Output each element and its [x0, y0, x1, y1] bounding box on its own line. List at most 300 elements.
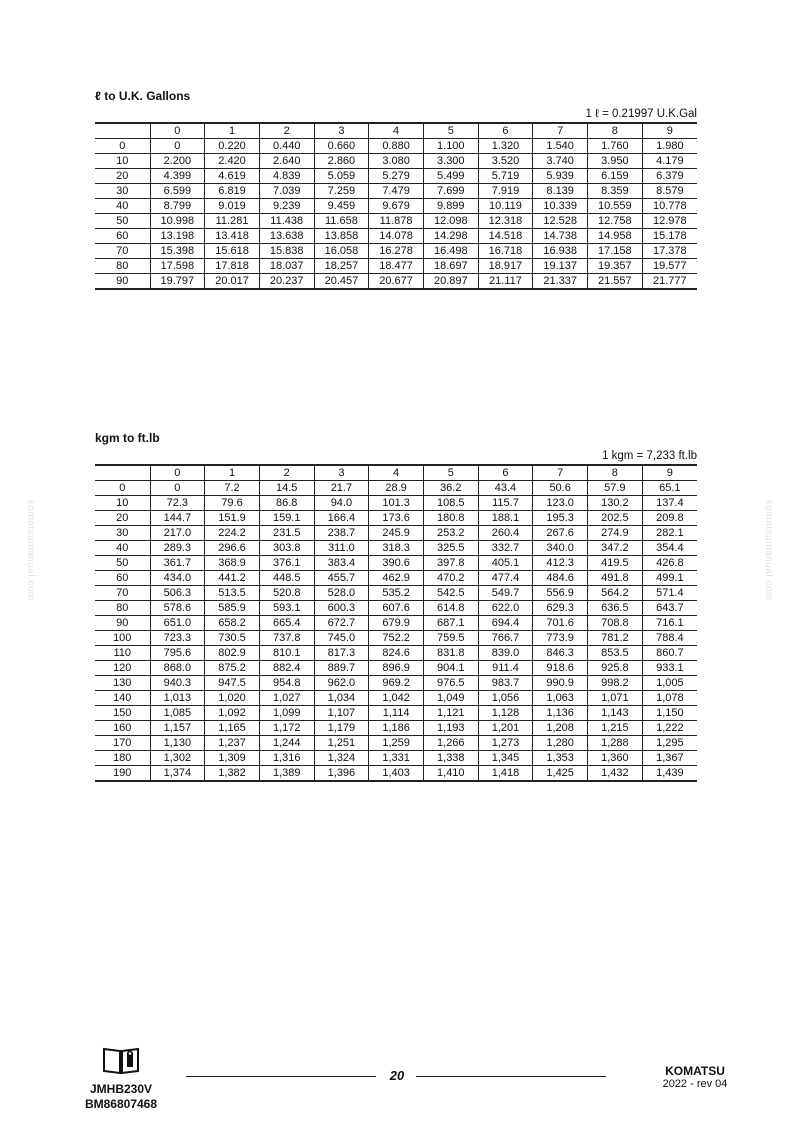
column-header: 3: [314, 123, 369, 139]
value-cell: 238.7: [314, 526, 369, 541]
table-row: [95, 199, 697, 214]
value-cell: 1,396: [314, 766, 369, 782]
column-header: 8: [588, 465, 643, 481]
row-header: 60: [95, 571, 150, 586]
value-cell: 376.1: [259, 556, 314, 571]
value-cell: 737.8: [259, 631, 314, 646]
value-cell: 564.2: [588, 586, 643, 601]
value-cell: 115.7: [478, 496, 533, 511]
value-cell: 4.839: [259, 169, 314, 184]
value-cell: 6.159: [588, 169, 643, 184]
value-cell: 14.5: [259, 481, 314, 496]
value-cell: 405.1: [478, 556, 533, 571]
value-cell: 5.939: [533, 169, 588, 184]
value-cell: 904.1: [423, 661, 478, 676]
conversion-factor-note: 1 ℓ = 0.21997 U.K.Gal: [585, 108, 697, 120]
value-cell: 1,251: [314, 736, 369, 751]
value-cell: 267.6: [533, 526, 588, 541]
value-cell: 614.8: [423, 601, 478, 616]
value-cell: 831.8: [423, 646, 478, 661]
value-cell: 1,042: [369, 691, 424, 706]
value-cell: 781.2: [588, 631, 643, 646]
column-header: 7: [533, 123, 588, 139]
value-cell: 940.3: [150, 676, 205, 691]
value-cell: 15.618: [205, 244, 260, 259]
value-cell: 448.5: [259, 571, 314, 586]
footer-brand-block: [650, 1064, 740, 1091]
row-header: 40: [95, 541, 150, 556]
column-header: 2: [259, 123, 314, 139]
value-cell: 1,128: [478, 706, 533, 721]
value-cell: 629.3: [533, 601, 588, 616]
value-cell: 4.179: [642, 154, 697, 169]
value-cell: 484.6: [533, 571, 588, 586]
value-cell: 3.950: [588, 154, 643, 169]
value-cell: 7.2: [205, 481, 260, 496]
revision-label: 2022 - rev 04: [662, 1078, 728, 1090]
value-cell: 9.679: [369, 199, 424, 214]
value-cell: 1,439: [642, 766, 697, 782]
row-header: 70: [95, 586, 150, 601]
value-cell: 209.8: [642, 511, 697, 526]
value-cell: 347.2: [588, 541, 643, 556]
value-cell: 1,063: [533, 691, 588, 706]
column-header: 2: [259, 465, 314, 481]
value-cell: 13.418: [205, 229, 260, 244]
value-cell: 361.7: [150, 556, 205, 571]
value-cell: 9.899: [423, 199, 478, 214]
value-cell: 202.5: [588, 511, 643, 526]
value-cell: 14.518: [478, 229, 533, 244]
value-cell: 5.719: [478, 169, 533, 184]
value-cell: 889.7: [314, 661, 369, 676]
value-cell: 1,418: [478, 766, 533, 782]
value-cell: 636.5: [588, 601, 643, 616]
value-cell: 15.398: [150, 244, 205, 259]
value-cell: 1,020: [205, 691, 260, 706]
value-cell: 773.9: [533, 631, 588, 646]
conversion-table: [95, 122, 697, 290]
column-header-row: [95, 465, 697, 481]
value-cell: 622.0: [478, 601, 533, 616]
value-cell: 723.3: [150, 631, 205, 646]
value-cell: 802.9: [205, 646, 260, 661]
value-cell: 17.158: [588, 244, 643, 259]
value-cell: 2.860: [314, 154, 369, 169]
value-cell: 708.8: [588, 616, 643, 631]
corner-cell: [95, 465, 150, 481]
value-cell: 853.5: [588, 646, 643, 661]
value-cell: 716.1: [642, 616, 697, 631]
value-cell: 1,208: [533, 721, 588, 736]
row-header: 190: [95, 766, 150, 782]
value-cell: 593.1: [259, 601, 314, 616]
value-cell: 65.1: [642, 481, 697, 496]
table-row: [95, 139, 697, 154]
value-cell: 4.619: [205, 169, 260, 184]
value-cell: 824.6: [369, 646, 424, 661]
value-cell: 144.7: [150, 511, 205, 526]
value-cell: 13.198: [150, 229, 205, 244]
value-cell: 998.2: [588, 676, 643, 691]
table-row: [95, 556, 697, 571]
value-cell: 2.640: [259, 154, 314, 169]
column-header-row: [95, 123, 697, 139]
column-header: 3: [314, 465, 369, 481]
value-cell: 21.337: [533, 274, 588, 290]
table-row: [95, 691, 697, 706]
value-cell: 6.599: [150, 184, 205, 199]
value-cell: 224.2: [205, 526, 260, 541]
row-header: 70: [95, 244, 150, 259]
value-cell: 0.660: [314, 139, 369, 154]
value-cell: 383.4: [314, 556, 369, 571]
value-cell: 57.9: [588, 481, 643, 496]
value-cell: 694.4: [478, 616, 533, 631]
value-cell: 1,403: [369, 766, 424, 782]
value-cell: 434.0: [150, 571, 205, 586]
value-cell: 752.2: [369, 631, 424, 646]
column-header: 4: [369, 465, 424, 481]
value-cell: 1,338: [423, 751, 478, 766]
value-cell: 1,222: [642, 721, 697, 736]
value-cell: 643.7: [642, 601, 697, 616]
table-row: [95, 616, 697, 631]
table-row: [95, 169, 697, 184]
value-cell: 990.9: [533, 676, 588, 691]
table-row: [95, 721, 697, 736]
value-cell: 166.4: [314, 511, 369, 526]
row-header: 80: [95, 601, 150, 616]
value-cell: 1.980: [642, 139, 697, 154]
value-cell: 1,130: [150, 736, 205, 751]
value-cell: 1,078: [642, 691, 697, 706]
value-cell: 3.740: [533, 154, 588, 169]
value-cell: 28.9: [369, 481, 424, 496]
column-header: 1: [205, 465, 260, 481]
conversion-factor-note: 1 kgm = 7,233 ft.lb: [602, 450, 697, 462]
table-row: [95, 541, 697, 556]
value-cell: 231.5: [259, 526, 314, 541]
column-header: 5: [423, 465, 478, 481]
value-cell: 1,382: [205, 766, 260, 782]
row-header: 120: [95, 661, 150, 676]
value-cell: 10.559: [588, 199, 643, 214]
table-row: [95, 154, 697, 169]
value-cell: 7.699: [423, 184, 478, 199]
value-cell: 976.5: [423, 676, 478, 691]
value-cell: 101.3: [369, 496, 424, 511]
value-cell: 4.399: [150, 169, 205, 184]
table-row: [95, 274, 697, 290]
value-cell: 21.777: [642, 274, 697, 290]
value-cell: 658.2: [205, 616, 260, 631]
value-cell: 0: [150, 481, 205, 496]
value-cell: 969.2: [369, 676, 424, 691]
value-cell: 860.7: [642, 646, 697, 661]
value-cell: 1,150: [642, 706, 697, 721]
column-header: 7: [533, 465, 588, 481]
value-cell: 954.8: [259, 676, 314, 691]
value-cell: 19.137: [533, 259, 588, 274]
table-row: [95, 586, 697, 601]
column-header: 0: [150, 123, 205, 139]
value-cell: 1,136: [533, 706, 588, 721]
value-cell: 499.1: [642, 571, 697, 586]
value-cell: 1.760: [588, 139, 643, 154]
value-cell: 20.897: [423, 274, 478, 290]
table-row: [95, 184, 697, 199]
value-cell: 19.797: [150, 274, 205, 290]
value-cell: 36.2: [423, 481, 478, 496]
value-cell: 1,107: [314, 706, 369, 721]
value-cell: 0.880: [369, 139, 424, 154]
table-row: [95, 706, 697, 721]
value-cell: 390.6: [369, 556, 424, 571]
value-cell: 15.178: [642, 229, 697, 244]
value-cell: 1,215: [588, 721, 643, 736]
table-row: [95, 229, 697, 244]
value-cell: 86.8: [259, 496, 314, 511]
value-cell: 303.8: [259, 541, 314, 556]
value-cell: 6.819: [205, 184, 260, 199]
column-header: 6: [478, 465, 533, 481]
table-row: [95, 214, 697, 229]
value-cell: 332.7: [478, 541, 533, 556]
value-cell: 340.0: [533, 541, 588, 556]
value-cell: 1,324: [314, 751, 369, 766]
section-title: kgm to ft.lb: [95, 431, 160, 445]
value-cell: 1,013: [150, 691, 205, 706]
value-cell: 11.281: [205, 214, 260, 229]
value-cell: 11.438: [259, 214, 314, 229]
table-row: [95, 646, 697, 661]
value-cell: 513.5: [205, 586, 260, 601]
value-cell: 477.4: [478, 571, 533, 586]
value-cell: 20.457: [314, 274, 369, 290]
row-header: 40: [95, 199, 150, 214]
column-header: 0: [150, 465, 205, 481]
table-row: [95, 736, 697, 751]
value-cell: 607.6: [369, 601, 424, 616]
value-cell: 8.139: [533, 184, 588, 199]
value-cell: 3.300: [423, 154, 478, 169]
value-cell: 795.6: [150, 646, 205, 661]
value-cell: 419.5: [588, 556, 643, 571]
value-cell: 412.3: [533, 556, 588, 571]
value-cell: 72.3: [150, 496, 205, 511]
table-row: [95, 511, 697, 526]
value-cell: 16.058: [314, 244, 369, 259]
value-cell: 528.0: [314, 586, 369, 601]
value-cell: 217.0: [150, 526, 205, 541]
conversion-table: [95, 464, 697, 782]
row-header: 150: [95, 706, 150, 721]
value-cell: 7.259: [314, 184, 369, 199]
value-cell: 17.598: [150, 259, 205, 274]
value-cell: 1,034: [314, 691, 369, 706]
value-cell: 14.298: [423, 229, 478, 244]
value-cell: 16.938: [533, 244, 588, 259]
value-cell: 1,157: [150, 721, 205, 736]
table-row: [95, 751, 697, 766]
value-cell: 441.2: [205, 571, 260, 586]
value-cell: 1,085: [150, 706, 205, 721]
value-cell: 1,244: [259, 736, 314, 751]
value-cell: 5.279: [369, 169, 424, 184]
value-cell: 1,172: [259, 721, 314, 736]
value-cell: 20.017: [205, 274, 260, 290]
column-header: 9: [642, 465, 697, 481]
value-cell: 788.4: [642, 631, 697, 646]
value-cell: 245.9: [369, 526, 424, 541]
value-cell: 1,316: [259, 751, 314, 766]
table-row: [95, 259, 697, 274]
value-cell: 1,071: [588, 691, 643, 706]
value-cell: 1,374: [150, 766, 205, 782]
row-header: 80: [95, 259, 150, 274]
value-cell: 16.278: [369, 244, 424, 259]
value-cell: 918.6: [533, 661, 588, 676]
value-cell: 289.3: [150, 541, 205, 556]
value-cell: 542.5: [423, 586, 478, 601]
value-cell: 10.778: [642, 199, 697, 214]
value-cell: 18.917: [478, 259, 533, 274]
value-cell: 354.4: [642, 541, 697, 556]
column-header: 6: [478, 123, 533, 139]
value-cell: 1,280: [533, 736, 588, 751]
value-cell: 687.1: [423, 616, 478, 631]
value-cell: 846.3: [533, 646, 588, 661]
value-cell: 462.9: [369, 571, 424, 586]
value-cell: 397.8: [423, 556, 478, 571]
value-cell: 766.7: [478, 631, 533, 646]
value-cell: 123.0: [533, 496, 588, 511]
value-cell: 1,432: [588, 766, 643, 782]
part-code: BM86807468: [84, 1097, 158, 1111]
row-header: 110: [95, 646, 150, 661]
value-cell: 11.658: [314, 214, 369, 229]
value-cell: 506.3: [150, 586, 205, 601]
value-cell: 1.540: [533, 139, 588, 154]
table-row: [95, 766, 697, 782]
value-cell: 5.499: [423, 169, 478, 184]
value-cell: 17.818: [205, 259, 260, 274]
value-cell: 13.638: [259, 229, 314, 244]
value-cell: 7.919: [478, 184, 533, 199]
value-cell: 7.039: [259, 184, 314, 199]
value-cell: 13.858: [314, 229, 369, 244]
value-cell: 672.7: [314, 616, 369, 631]
value-cell: 0: [150, 139, 205, 154]
value-cell: 325.5: [423, 541, 478, 556]
row-header: 60: [95, 229, 150, 244]
value-cell: 911.4: [478, 661, 533, 676]
value-cell: 1,410: [423, 766, 478, 782]
value-cell: 1,273: [478, 736, 533, 751]
value-cell: 79.6: [205, 496, 260, 511]
value-cell: 1,099: [259, 706, 314, 721]
value-cell: 16.718: [478, 244, 533, 259]
value-cell: 868.0: [150, 661, 205, 676]
value-cell: 585.9: [205, 601, 260, 616]
value-cell: 3.520: [478, 154, 533, 169]
value-cell: 7.479: [369, 184, 424, 199]
value-cell: 2.200: [150, 154, 205, 169]
value-cell: 16.498: [423, 244, 478, 259]
row-header: 30: [95, 184, 150, 199]
value-cell: 1,237: [205, 736, 260, 751]
value-cell: 274.9: [588, 526, 643, 541]
value-cell: 1,114: [369, 706, 424, 721]
value-cell: 1,331: [369, 751, 424, 766]
value-cell: 19.357: [588, 259, 643, 274]
value-cell: 1,302: [150, 751, 205, 766]
value-cell: 12.318: [478, 214, 533, 229]
value-cell: 470.2: [423, 571, 478, 586]
footer-rule-left: [186, 1076, 376, 1077]
value-cell: 9.019: [205, 199, 260, 214]
watermark-left: komatsumanual.com: [25, 500, 36, 601]
row-header: 100: [95, 631, 150, 646]
value-cell: 1,389: [259, 766, 314, 782]
value-cell: 94.0: [314, 496, 369, 511]
value-cell: 1,360: [588, 751, 643, 766]
value-cell: 1.100: [423, 139, 478, 154]
section-title: ℓ to U.K. Gallons: [95, 89, 191, 103]
row-header: 10: [95, 154, 150, 169]
value-cell: 368.9: [205, 556, 260, 571]
column-header: 9: [642, 123, 697, 139]
value-cell: 1,049: [423, 691, 478, 706]
table-row: [95, 526, 697, 541]
row-header: 90: [95, 616, 150, 631]
value-cell: 188.1: [478, 511, 533, 526]
column-header: 5: [423, 123, 478, 139]
value-cell: 571.4: [642, 586, 697, 601]
value-cell: 10.998: [150, 214, 205, 229]
value-cell: 12.528: [533, 214, 588, 229]
value-cell: 651.0: [150, 616, 205, 631]
value-cell: 1,259: [369, 736, 424, 751]
value-cell: 1,425: [533, 766, 588, 782]
row-header: 140: [95, 691, 150, 706]
column-header: 8: [588, 123, 643, 139]
liters-to-uk-gallons-section: [95, 89, 697, 290]
value-cell: 0.220: [205, 139, 260, 154]
value-cell: 21.7: [314, 481, 369, 496]
footer-document-codes: [66, 1045, 176, 1112]
row-header: 30: [95, 526, 150, 541]
value-cell: 318.3: [369, 541, 424, 556]
value-cell: 679.9: [369, 616, 424, 631]
value-cell: 21.117: [478, 274, 533, 290]
value-cell: 839.0: [478, 646, 533, 661]
row-header: 50: [95, 214, 150, 229]
value-cell: 43.4: [478, 481, 533, 496]
value-cell: 18.697: [423, 259, 478, 274]
value-cell: 1,295: [642, 736, 697, 751]
value-cell: 810.1: [259, 646, 314, 661]
row-header: 50: [95, 556, 150, 571]
table-row: [95, 601, 697, 616]
value-cell: 1,345: [478, 751, 533, 766]
value-cell: 20.677: [369, 274, 424, 290]
value-cell: 1,201: [478, 721, 533, 736]
value-cell: 19.577: [642, 259, 697, 274]
value-cell: 1,193: [423, 721, 478, 736]
value-cell: 1,143: [588, 706, 643, 721]
